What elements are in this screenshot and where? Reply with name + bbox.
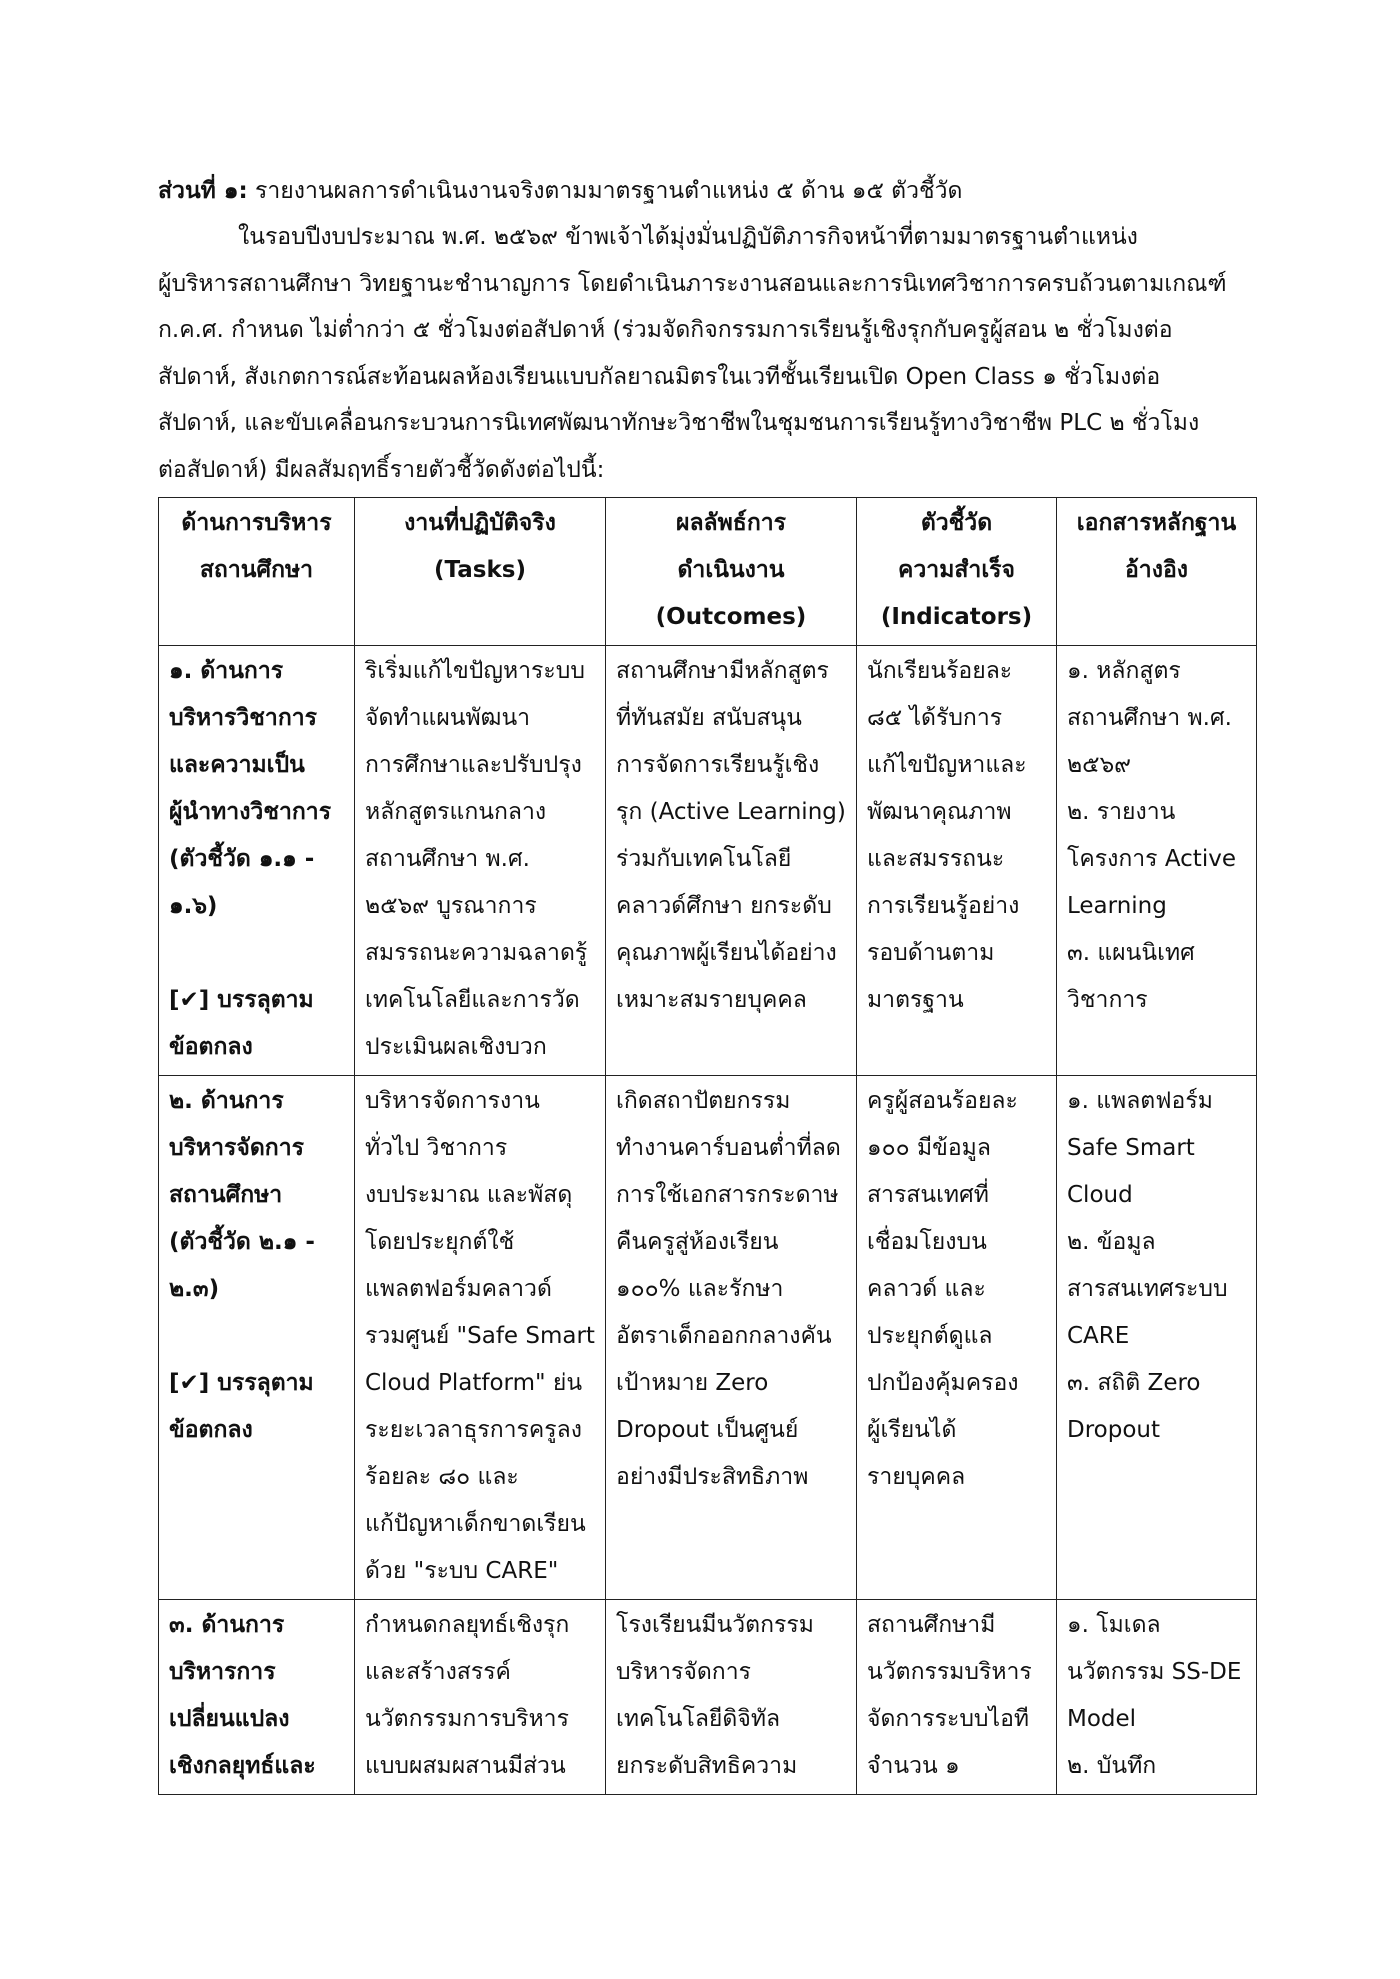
intro-line: ก.ค.ศ. กำหนด ไม่ต่ำกว่า ๕ ชั่วโมงต่อสัปดาห์ (ร่วมจัดกิจกรรมการเรียนรู้เชิงรุกกับครูผู้สอน ๒ ชั่วโมงต่อ xyxy=(158,317,1173,343)
cell-line: Cloud xyxy=(1067,1182,1133,1208)
cell-line: ร้อยละ ๘๐ และ xyxy=(365,1464,519,1490)
cell-line: ประยุกต์ดูแล xyxy=(867,1323,993,1349)
cell-line: โดยประยุกต์ใช้ xyxy=(365,1229,515,1255)
cell-line: บริหารวิชาการ xyxy=(169,705,318,731)
cell-line: ร่วมกับเทคโนโลยี xyxy=(616,846,792,872)
cell-line: และความเป็น xyxy=(169,752,305,778)
cell-line: [✔] บรรลุตาม xyxy=(169,987,314,1013)
cell-line: เชิงกลยุทธ์และ xyxy=(169,1753,316,1779)
cell-evidence xyxy=(1057,1600,1257,1795)
cell-line: คืนครูสู่ห้องเรียน xyxy=(616,1229,779,1255)
cell-tasks xyxy=(355,1600,606,1795)
cell-line: Dropout เป็นศูนย์ xyxy=(616,1417,799,1443)
cell-line: และสร้างสรรค์ xyxy=(365,1659,511,1685)
cell-line: และสมรรถนะ xyxy=(867,846,1005,872)
cell-line: การใช้เอกสารกระดาษ xyxy=(616,1182,839,1208)
spacer xyxy=(169,930,344,977)
cell-line: เกิดสถาปัตยกรรม xyxy=(616,1088,791,1114)
cell-tasks xyxy=(355,1076,606,1600)
cell-line: รุก (Active Learning) xyxy=(616,799,846,825)
cell-line: บริหารจัดการงาน xyxy=(365,1088,540,1114)
intro-line: สัปดาห์, สังเกตการณ์สะท้อนผลห้องเรียนแบบกัลยาณมิตรในเวทีชั้นเรียนเปิด Open Class ๑ ชั่วโมงต่อ xyxy=(158,363,1161,390)
cell-line: การเรียนรู้อย่าง xyxy=(867,893,1020,919)
table-row xyxy=(159,1076,1257,1600)
cell-line: ยกระดับสิทธิความ xyxy=(616,1753,798,1779)
section-heading xyxy=(158,168,1244,214)
header-tasks xyxy=(355,498,606,646)
intro-line: ในรอบปีงบประมาณ พ.ศ. ๒๕๖๙ ข้าพเจ้าได้มุ่งมั่นปฏิบัติภารกิจหน้าที่ตามมาตรฐานตำแหน่ง xyxy=(238,224,1138,250)
spacer xyxy=(169,1313,344,1360)
document-page xyxy=(158,168,1244,1795)
cell-line: รายบุคคล xyxy=(867,1464,966,1490)
cell-line: งบประมาณ และพัสดุ xyxy=(365,1182,573,1208)
cell-line: ๓. สถิติ Zero xyxy=(1067,1370,1201,1396)
cell-line: ๒.๓) xyxy=(169,1276,220,1302)
cell-line: ประเมินผลเชิงบวก xyxy=(365,1034,547,1060)
cell-line: Cloud Platform" ย่น xyxy=(365,1370,583,1396)
cell-line: ๑. แพลตฟอร์ม xyxy=(1067,1088,1213,1114)
cell-line: แบบผสมผสานมีส่วน xyxy=(365,1753,566,1779)
cell-outcomes xyxy=(606,1600,857,1795)
cell-line: [✔] บรรลุตาม xyxy=(169,1370,314,1396)
cell-line: ๒๕๖๙ บูรณาการ xyxy=(365,893,537,919)
cell-line: แพลตฟอร์มคลาวด์ xyxy=(365,1276,552,1302)
cell-line: ๒. บันทึก xyxy=(1067,1753,1157,1779)
cell-line: Model xyxy=(1067,1706,1137,1732)
cell-line: ครูผู้สอนร้อยละ xyxy=(867,1088,1018,1114)
table-body xyxy=(159,646,1257,1795)
cell-line: พัฒนาคุณภาพ xyxy=(867,799,1012,825)
report-table xyxy=(158,497,1257,1795)
intro-line: ผู้บริหารสถานศึกษา วิทยฐานะชำนาญการ โดยดำเนินภาระงานสอนและการนิเทศวิชาการครบถ้วนตามเกณฑ์ xyxy=(158,270,1227,297)
cell-line: ปกป้องคุ้มครอง xyxy=(867,1370,1019,1396)
cell-line: จัดทำแผนพัฒนา xyxy=(365,705,531,731)
cell-line: CARE xyxy=(1067,1323,1130,1349)
cell-line: โรงเรียนมีนวัตกรรม xyxy=(616,1612,814,1638)
cell-line: อย่างมีประสิทธิภาพ xyxy=(616,1464,809,1490)
cell-indicators xyxy=(857,646,1057,1076)
cell-line: บริหารการ xyxy=(169,1659,276,1685)
cell-line: สถานศึกษา xyxy=(169,1182,283,1208)
cell-line: สถานศึกษา xyxy=(199,557,314,583)
cell-indicators xyxy=(857,1600,1057,1795)
cell-line: ๑.๖) xyxy=(169,893,218,919)
cell-line: ผู้เรียนได้ xyxy=(867,1417,957,1443)
cell-line: คลาวด์ และ xyxy=(867,1276,986,1302)
cell-line: บริหารจัดการ xyxy=(616,1659,751,1685)
section-number: ส่วนที่ ๑: xyxy=(158,178,248,204)
cell-line: ตัวชี้วัด xyxy=(920,510,993,536)
cell-line: เทคโนโลยีดิจิทัล xyxy=(616,1706,781,1732)
table-row xyxy=(159,1600,1257,1795)
cell-line: ระยะเวลาธุรการครูลง xyxy=(365,1417,582,1443)
cell-line: เหมาะสมรายบุคคล xyxy=(616,987,807,1013)
cell-line: นวัตกรรมการบริหาร xyxy=(365,1706,569,1732)
cell-line: มาตรฐาน xyxy=(867,987,964,1013)
cell-line: ๑. โมเดล xyxy=(1067,1612,1161,1638)
cell-line: อ้างอิง xyxy=(1124,557,1188,583)
cell-line: ด้วย "ระบบ CARE" xyxy=(365,1558,559,1584)
intro-paragraph xyxy=(158,214,1244,493)
cell-line: Dropout xyxy=(1067,1417,1160,1443)
cell-line: ๒. รายงาน xyxy=(1067,799,1176,825)
cell-line: ผู้นำทางวิชาการ xyxy=(169,799,332,825)
cell-line: จัดการระบบไอที xyxy=(867,1706,1030,1732)
header-area xyxy=(159,498,355,646)
cell-line: ริเริ่มแก้ไขปัญหาระบบ xyxy=(365,658,585,684)
cell-line: การศึกษาและปรับปรุง xyxy=(365,752,582,778)
cell-line: สารสนเทศระบบ xyxy=(1067,1276,1228,1302)
cell-line: กำหนดกลยุทธ์เชิงรุก xyxy=(365,1612,570,1638)
header-indicators xyxy=(857,498,1057,646)
cell-line: เทคโนโลยีและการวัด xyxy=(365,987,580,1013)
section-title: รายงานผลการดำเนินงานจริงตามมาตรฐานตำแหน่ง ๕ ด้าน ๑๕ ตัวชี้วัด xyxy=(247,178,963,204)
header-evidence xyxy=(1057,498,1257,646)
cell-line: ทั่วไป วิชาการ xyxy=(365,1135,508,1161)
cell-line: ๑๐๐ มีข้อมูล xyxy=(867,1135,991,1161)
cell-line: สารสนเทศที่ xyxy=(867,1182,989,1208)
cell-line: ๘๕ ได้รับการ xyxy=(867,705,1003,731)
cell-line: (Indicators) xyxy=(880,604,1033,630)
cell-line: สถานศึกษา พ.ศ. xyxy=(365,846,530,872)
cell-line: (Outcomes) xyxy=(655,604,807,630)
cell-line: งานที่ปฏิบัติจริง xyxy=(404,510,556,536)
cell-line: ๒. ข้อมูล xyxy=(1067,1229,1156,1255)
cell-line: แก้ไขปัญหาและ xyxy=(867,752,1027,778)
cell-evidence xyxy=(1057,646,1257,1076)
cell-line: สถานศึกษามี xyxy=(867,1612,996,1638)
cell-line: รอบด้านตาม xyxy=(867,940,995,966)
cell-line: การจัดการเรียนรู้เชิง xyxy=(616,752,820,778)
cell-line: (ตัวชี้วัด ๒.๑ - xyxy=(169,1229,315,1255)
cell-line: เปลี่ยนแปลง xyxy=(169,1706,290,1732)
cell-area xyxy=(159,1076,355,1600)
cell-line: โครงการ Active xyxy=(1067,846,1236,872)
cell-line: ข้อตกลง xyxy=(169,1417,253,1443)
cell-line: วิชาการ xyxy=(1067,987,1148,1013)
cell-line: (ตัวชี้วัด ๑.๑ - xyxy=(169,846,315,872)
cell-line: คุณภาพผู้เรียนได้อย่าง xyxy=(616,940,837,966)
cell-line: ทำงานคาร์บอนต่ำที่ลด xyxy=(616,1135,841,1161)
cell-line: Learning xyxy=(1067,893,1167,919)
cell-line: (Tasks) xyxy=(434,557,526,583)
cell-line: ๓. แผนนิเทศ xyxy=(1067,940,1195,966)
cell-line: สถานศึกษา พ.ศ. xyxy=(1067,705,1232,731)
cell-line: นวัตกรรมบริหาร xyxy=(867,1659,1032,1685)
cell-line: ๒๕๖๙ xyxy=(1067,752,1132,778)
cell-outcomes xyxy=(606,1076,857,1600)
cell-line: เชื่อมโยงบน xyxy=(867,1229,987,1255)
cell-line: ข้อตกลง xyxy=(169,1034,253,1060)
cell-line: ๓. ด้านการ xyxy=(169,1612,285,1638)
cell-line: Safe Smart xyxy=(1067,1135,1195,1161)
cell-line: ๑. ด้านการ xyxy=(169,658,284,684)
cell-line: เป้าหมาย Zero xyxy=(616,1370,769,1396)
cell-line: ด้านการบริหาร xyxy=(181,510,332,536)
cell-line: ความสำเร็จ xyxy=(897,557,1016,583)
cell-line: ๒. ด้านการ xyxy=(169,1088,284,1114)
table-row xyxy=(159,646,1257,1076)
cell-line: ๑. หลักสูตร xyxy=(1067,658,1181,684)
cell-line: ดำเนินงาน xyxy=(677,557,785,583)
cell-evidence xyxy=(1057,1076,1257,1600)
cell-line: จำนวน ๑ xyxy=(867,1753,960,1779)
cell-line: สมรรถนะความฉลาดรู้ xyxy=(365,940,588,966)
cell-line: นักเรียนร้อยละ xyxy=(867,658,1013,684)
cell-line: นวัตกรรม SS-DE xyxy=(1067,1659,1242,1685)
cell-line: ที่ทันสมัย สนับสนุน xyxy=(616,705,802,731)
cell-line: คลาวด์ศึกษา ยกระดับ xyxy=(616,893,832,919)
cell-line: แก้ปัญหาเด็กขาดเรียน xyxy=(365,1511,586,1537)
header-outcomes xyxy=(606,498,857,646)
cell-line: สถานศึกษามีหลักสูตร xyxy=(616,658,829,684)
cell-indicators xyxy=(857,1076,1057,1600)
intro-line: ต่อสัปดาห์) มีผลสัมฤทธิ์รายตัวชี้วัดดังต่อไปนี้: xyxy=(158,456,605,483)
cell-line: รวมศูนย์ "Safe Smart xyxy=(365,1323,595,1349)
cell-line: เอกสารหลักฐาน xyxy=(1076,510,1237,536)
cell-line: อัตราเด็กออกกลางคัน xyxy=(616,1323,832,1349)
cell-line: หลักสูตรแกนกลาง xyxy=(365,799,547,825)
cell-area xyxy=(159,646,355,1076)
cell-line: ๑๐๐% และรักษา xyxy=(616,1276,784,1302)
table-header-row xyxy=(159,498,1257,646)
cell-area xyxy=(159,1600,355,1795)
cell-outcomes xyxy=(606,646,857,1076)
cell-tasks xyxy=(355,646,606,1076)
cell-line: ผลลัพธ์การ xyxy=(675,510,787,536)
intro-line: สัปดาห์, และขับเคลื่อนกระบวนการนิเทศพัฒนาทักษะวิชาชีพในชุมชนการเรียนรู้ทางวิชาชีพ PLC ๒ ชั่วโมง xyxy=(158,410,1200,436)
cell-line: บริหารจัดการ xyxy=(169,1135,304,1161)
